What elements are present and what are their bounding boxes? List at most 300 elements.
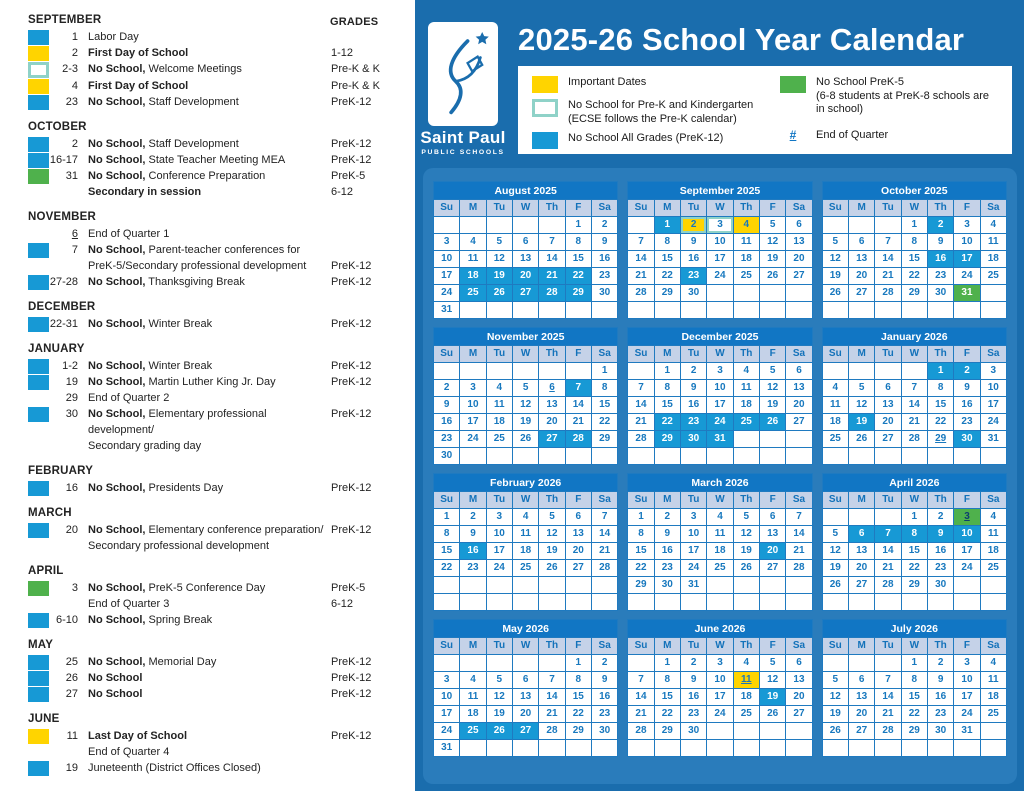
day-cell: 11 <box>460 251 485 267</box>
day-cell: 3 <box>487 509 512 525</box>
day-cell: 6 <box>786 363 811 379</box>
day-cell: 18 <box>707 543 732 559</box>
event-row <box>28 358 415 374</box>
day-cell: 1 <box>902 217 927 233</box>
event-label: No School, Elementary conference preparation/ <box>88 524 324 536</box>
day-cell <box>875 594 900 610</box>
day-cell: 15 <box>928 397 953 413</box>
day-cell <box>566 363 591 379</box>
day-cell <box>849 509 874 525</box>
day-cell: 16 <box>460 543 485 559</box>
day-cell: 23 <box>655 560 680 576</box>
day-cell <box>760 723 785 739</box>
day-cell: 30 <box>681 723 706 739</box>
day-cell: 13 <box>849 251 874 267</box>
day-cell <box>566 448 591 464</box>
day-cell: 18 <box>981 689 1006 705</box>
day-cell: 15 <box>592 397 617 413</box>
day-cell <box>434 577 459 593</box>
month-calendar <box>627 473 812 611</box>
day-cell: 15 <box>655 689 680 705</box>
day-cell: 22 <box>928 414 953 430</box>
day-cell <box>566 302 591 318</box>
day-cell: 1 <box>628 509 653 525</box>
day-cell: 10 <box>707 380 732 396</box>
day-cell: 12 <box>849 397 874 413</box>
day-cell: 17 <box>707 251 732 267</box>
day-cell: 21 <box>628 268 653 284</box>
day-cell: 27 <box>849 723 874 739</box>
day-cell <box>981 302 1006 318</box>
day-cell: 13 <box>566 526 591 542</box>
weekday-header: Th <box>734 200 759 216</box>
day-cell: 24 <box>954 560 979 576</box>
day-cell <box>513 577 538 593</box>
day-cell: 16 <box>592 251 617 267</box>
day-cell <box>513 594 538 610</box>
blue-swatch <box>28 317 49 332</box>
teal-swatch <box>28 62 49 78</box>
day-cell: 27 <box>566 560 591 576</box>
day-cell <box>513 363 538 379</box>
day-cell: 10 <box>954 526 979 542</box>
day-cell: 8 <box>628 526 653 542</box>
day-cell: 22 <box>592 414 617 430</box>
day-cell: 30 <box>592 723 617 739</box>
day-cell <box>849 217 874 233</box>
day-cell: 29 <box>566 723 591 739</box>
month-days-grid <box>627 199 812 319</box>
hash-symbol: # <box>789 127 797 142</box>
day-cell <box>786 594 811 610</box>
weekday-header: W <box>902 200 927 216</box>
weekday-header: Th <box>539 638 564 654</box>
day-cell: 23 <box>928 268 953 284</box>
event-label: Last Day of School <box>88 730 188 742</box>
day-cell: 26 <box>849 431 874 447</box>
event-grades-line2: PreK-12 <box>331 260 372 272</box>
day-cell <box>707 448 732 464</box>
weekday-header: M <box>849 638 874 654</box>
day-cell: 11 <box>734 672 759 688</box>
day-cell: 21 <box>902 414 927 430</box>
day-cell <box>849 655 874 671</box>
event-date: 6-10 <box>55 614 78 626</box>
day-cell: 17 <box>707 397 732 413</box>
blue-swatch <box>28 375 49 390</box>
day-cell: 26 <box>487 723 512 739</box>
day-cell <box>513 217 538 233</box>
day-cell: 3 <box>707 655 732 671</box>
month-title: October 2025 <box>822 181 1007 199</box>
weekday-header: Su <box>434 346 459 362</box>
day-cell: 16 <box>681 397 706 413</box>
day-cell: 21 <box>592 543 617 559</box>
legend-left-column <box>532 76 780 146</box>
month-calendar <box>822 327 1007 465</box>
day-cell: 3 <box>460 380 485 396</box>
logo-subname: PUBLIC SCHOOLS <box>421 149 505 156</box>
event-grades-line2: 6-12 <box>331 186 354 198</box>
day-cell: 24 <box>707 414 732 430</box>
event-label-line2: Secondary grading day <box>88 440 202 452</box>
day-cell: 30 <box>434 448 459 464</box>
day-cell: 20 <box>539 414 564 430</box>
day-cell <box>434 655 459 671</box>
day-cell: 1 <box>655 363 680 379</box>
day-cell: 31 <box>434 302 459 318</box>
event-month-header: APRIL <box>28 565 64 577</box>
day-cell <box>707 577 732 593</box>
blue-swatch <box>28 523 49 538</box>
month-title: January 2026 <box>822 327 1007 345</box>
day-cell: 28 <box>539 285 564 301</box>
day-cell <box>539 217 564 233</box>
day-cell: 4 <box>734 363 759 379</box>
day-cell: 27 <box>539 431 564 447</box>
day-cell: 9 <box>928 234 953 250</box>
event-label: No School, Spring Break <box>88 614 213 626</box>
day-cell: 25 <box>734 414 759 430</box>
day-cell: 25 <box>460 723 485 739</box>
day-cell: 29 <box>902 285 927 301</box>
day-cell: 17 <box>981 397 1006 413</box>
day-cell: 13 <box>786 234 811 250</box>
weekday-header: M <box>655 200 680 216</box>
day-cell: 5 <box>823 234 848 250</box>
day-cell: 15 <box>434 543 459 559</box>
day-cell <box>875 655 900 671</box>
day-cell <box>681 740 706 756</box>
event-row <box>28 686 415 702</box>
weekday-header: Su <box>823 200 848 216</box>
legend-item-no-school-prek5 <box>780 76 1000 117</box>
event-label: No School, Elementary professional development/ <box>88 408 267 436</box>
day-cell <box>513 740 538 756</box>
weekday-header: Sa <box>786 492 811 508</box>
day-cell <box>902 363 927 379</box>
event-grades: PreK-12 <box>331 672 372 684</box>
event-label: First Day of School <box>88 47 189 59</box>
day-cell: 21 <box>786 543 811 559</box>
weekday-header: Tu <box>487 492 512 508</box>
day-cell: 17 <box>460 414 485 430</box>
day-cell <box>566 577 591 593</box>
day-cell: 26 <box>823 577 848 593</box>
day-cell: 2 <box>681 363 706 379</box>
day-cell: 2 <box>592 655 617 671</box>
day-cell: 4 <box>513 509 538 525</box>
event-row <box>28 406 415 454</box>
weekday-header: M <box>849 492 874 508</box>
weekday-header: M <box>655 638 680 654</box>
day-cell <box>539 448 564 464</box>
month-days-grid <box>627 345 812 465</box>
legend-item-no-school-all <box>532 132 780 149</box>
event-date: 1 <box>71 31 78 43</box>
day-cell <box>707 723 732 739</box>
day-cell: 10 <box>460 397 485 413</box>
day-cell: 18 <box>487 414 512 430</box>
event-date: 19 <box>65 376 78 388</box>
day-cell: 25 <box>981 706 1006 722</box>
day-cell: 14 <box>875 689 900 705</box>
day-cell: 11 <box>981 234 1006 250</box>
day-cell: 27 <box>513 285 538 301</box>
day-cell: 12 <box>760 672 785 688</box>
day-cell: 19 <box>760 689 785 705</box>
day-cell: 1 <box>902 509 927 525</box>
weekday-header: W <box>513 638 538 654</box>
day-cell: 9 <box>681 234 706 250</box>
weekday-header: M <box>460 492 485 508</box>
weekday-header: Tu <box>875 346 900 362</box>
day-cell: 22 <box>902 560 927 576</box>
month-days-grid <box>433 637 618 757</box>
day-cell <box>823 594 848 610</box>
legend-label: No School for Pre-K and Kindergarten <box>568 99 754 111</box>
day-cell: 12 <box>760 234 785 250</box>
event-date: 11 <box>66 730 78 742</box>
day-cell <box>513 302 538 318</box>
day-cell: 6 <box>849 672 874 688</box>
day-cell: 12 <box>513 397 538 413</box>
legend-label: No School PreK-5 <box>816 76 905 88</box>
day-cell: 7 <box>539 672 564 688</box>
day-cell: 2 <box>681 217 706 233</box>
day-cell <box>460 655 485 671</box>
weekday-header: Sa <box>592 200 617 216</box>
month-calendar <box>433 619 618 757</box>
day-cell <box>487 302 512 318</box>
day-cell <box>981 740 1006 756</box>
legend-right-column <box>780 76 1000 146</box>
day-cell <box>628 448 653 464</box>
day-cell <box>786 285 811 301</box>
event-grades: PreK-12 <box>331 138 372 150</box>
day-cell: 11 <box>513 526 538 542</box>
day-cell <box>849 448 874 464</box>
day-cell: 8 <box>566 234 591 250</box>
day-cell <box>981 723 1006 739</box>
event-label: No School, Winter Break <box>88 318 213 330</box>
day-cell: 6 <box>786 655 811 671</box>
day-cell: 30 <box>655 577 680 593</box>
event-label: No School, Martin Luther King Jr. Day <box>88 376 276 388</box>
event-row <box>28 670 415 686</box>
legend-item-no-school-prek-k <box>532 99 780 126</box>
day-cell: 12 <box>487 251 512 267</box>
day-cell: 15 <box>902 689 927 705</box>
day-cell: 4 <box>487 380 512 396</box>
event-row <box>28 136 415 152</box>
day-cell: 2 <box>928 509 953 525</box>
day-cell: 25 <box>460 285 485 301</box>
day-cell: 3 <box>434 234 459 250</box>
day-cell: 29 <box>655 285 680 301</box>
day-cell <box>823 509 848 525</box>
day-cell <box>760 594 785 610</box>
day-cell <box>760 285 785 301</box>
day-cell: 22 <box>655 268 680 284</box>
event-grades-line2: 6-12 <box>331 598 354 610</box>
event-label: No School, Winter Break <box>88 360 213 372</box>
day-cell: 6 <box>760 509 785 525</box>
day-cell: 14 <box>592 526 617 542</box>
day-cell: 24 <box>434 285 459 301</box>
day-cell: 22 <box>902 268 927 284</box>
blue-swatch <box>532 132 558 149</box>
yellow-swatch <box>28 46 49 61</box>
day-cell <box>823 740 848 756</box>
weekday-header: Th <box>539 346 564 362</box>
weekday-header: F <box>954 200 979 216</box>
day-cell: 3 <box>681 509 706 525</box>
day-cell: 26 <box>823 285 848 301</box>
event-date: 7 <box>71 244 78 256</box>
event-date: 6 <box>71 228 78 240</box>
day-cell: 4 <box>981 509 1006 525</box>
event-row <box>28 654 415 670</box>
day-cell <box>981 448 1006 464</box>
day-cell: 23 <box>434 431 459 447</box>
day-cell: 29 <box>928 431 953 447</box>
day-cell: 20 <box>786 251 811 267</box>
day-cell: 30 <box>681 431 706 447</box>
day-cell: 30 <box>592 285 617 301</box>
day-cell <box>760 577 785 593</box>
day-cell: 24 <box>707 268 732 284</box>
day-cell: 14 <box>902 397 927 413</box>
day-cell: 28 <box>628 285 653 301</box>
day-cell: 8 <box>902 234 927 250</box>
day-cell: 2 <box>655 509 680 525</box>
weekday-header: Tu <box>681 638 706 654</box>
blue-swatch <box>28 671 49 686</box>
weekday-header: Su <box>434 492 459 508</box>
month-title: August 2025 <box>433 181 618 199</box>
weekday-header: Tu <box>487 638 512 654</box>
day-cell <box>707 302 732 318</box>
day-cell: 25 <box>487 431 512 447</box>
event-grades: PreK-12 <box>331 360 372 372</box>
month-calendar <box>433 327 618 465</box>
event-month-header: SEPTEMBER <box>28 14 102 26</box>
day-cell: 20 <box>786 689 811 705</box>
day-cell: 30 <box>954 431 979 447</box>
day-cell: 11 <box>823 397 848 413</box>
event-grades: PreK-12 <box>331 154 372 166</box>
day-cell <box>981 285 1006 301</box>
weekday-header: Sa <box>592 346 617 362</box>
day-cell: 11 <box>981 672 1006 688</box>
event-label: End of Quarter 2 <box>88 392 170 404</box>
weekday-header: Tu <box>487 200 512 216</box>
day-cell: 9 <box>434 397 459 413</box>
logo-name: Saint Paul <box>420 128 506 147</box>
day-cell: 7 <box>628 672 653 688</box>
legend-item-important-dates <box>532 76 780 93</box>
month-title: September 2025 <box>627 181 812 199</box>
weekday-header: M <box>849 346 874 362</box>
day-cell: 11 <box>734 380 759 396</box>
day-cell <box>655 594 680 610</box>
day-cell: 21 <box>628 706 653 722</box>
day-cell: 24 <box>707 706 732 722</box>
month-days-grid <box>433 491 618 611</box>
event-section <box>28 211 415 290</box>
day-cell: 21 <box>539 268 564 284</box>
day-cell: 17 <box>707 689 732 705</box>
day-cell: 1 <box>434 509 459 525</box>
day-cell: 19 <box>823 706 848 722</box>
day-cell: 19 <box>734 543 759 559</box>
day-cell <box>655 740 680 756</box>
day-cell: 26 <box>823 723 848 739</box>
day-cell: 2 <box>460 509 485 525</box>
day-cell <box>902 740 927 756</box>
day-cell: 5 <box>823 672 848 688</box>
day-cell <box>954 302 979 318</box>
day-cell: 3 <box>707 217 732 233</box>
day-cell <box>513 655 538 671</box>
day-cell <box>823 363 848 379</box>
day-cell: 15 <box>628 543 653 559</box>
event-grades: PreK-5 <box>331 582 366 594</box>
day-cell: 16 <box>928 689 953 705</box>
weekday-header: W <box>707 200 732 216</box>
day-cell <box>592 448 617 464</box>
day-cell: 23 <box>592 268 617 284</box>
day-cell: 11 <box>981 526 1006 542</box>
day-cell <box>460 363 485 379</box>
day-cell: 26 <box>760 268 785 284</box>
day-cell: 2 <box>592 217 617 233</box>
day-cell: 7 <box>902 380 927 396</box>
day-cell <box>875 448 900 464</box>
day-cell: 16 <box>928 543 953 559</box>
saint-paul-logo <box>428 22 498 126</box>
day-cell <box>434 217 459 233</box>
day-cell: 6 <box>849 234 874 250</box>
day-cell: 17 <box>954 543 979 559</box>
yellow-swatch <box>28 79 49 94</box>
day-cell: 26 <box>539 560 564 576</box>
logo-wordmark <box>417 128 509 156</box>
day-cell: 31 <box>707 431 732 447</box>
day-cell: 23 <box>681 268 706 284</box>
day-cell: 6 <box>849 526 874 542</box>
event-grades: PreK-12 <box>331 376 372 388</box>
day-cell: 2 <box>928 655 953 671</box>
day-cell: 28 <box>902 431 927 447</box>
day-cell <box>566 740 591 756</box>
day-cell: 31 <box>681 577 706 593</box>
day-cell: 10 <box>954 672 979 688</box>
day-cell: 18 <box>823 414 848 430</box>
day-cell: 29 <box>592 431 617 447</box>
day-cell: 29 <box>566 285 591 301</box>
day-cell: 18 <box>460 268 485 284</box>
event-grades: PreK-5 <box>331 170 366 182</box>
day-cell: 17 <box>434 706 459 722</box>
day-cell: 14 <box>539 251 564 267</box>
weekday-header: W <box>513 200 538 216</box>
day-cell: 5 <box>849 380 874 396</box>
weekday-header: Sa <box>981 638 1006 654</box>
day-cell: 5 <box>734 509 759 525</box>
event-month-header: JANUARY <box>28 343 85 355</box>
